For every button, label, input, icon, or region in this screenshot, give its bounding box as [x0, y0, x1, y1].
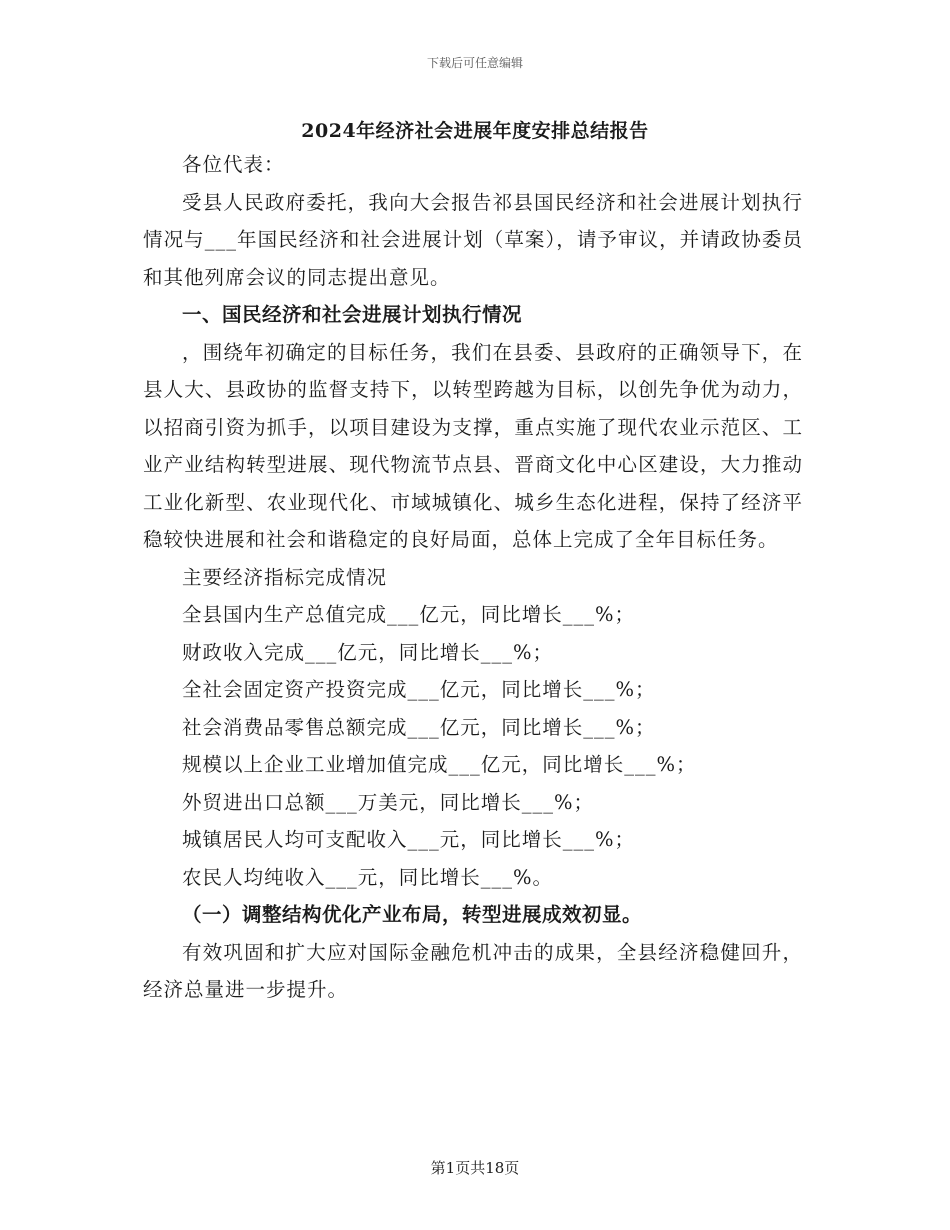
indicator-item: 城镇居民人均可支配收入___元，同比增长___%； [182, 828, 636, 851]
indicator-item: 农民人均纯收入___元，同比增长___%。 [182, 865, 554, 889]
subsection-1-paragraph: 有效巩固和扩大应对国际金融危机冲击的成果，全县经济稳健回升，经济总量进一步提升。 [143, 940, 803, 1001]
subsection-1-heading: （一）调整结构优化产业布局，转型进展成效初显。 [182, 903, 643, 926]
document-body [143, 146, 803, 1009]
section-1-paragraph: ，围绕年初确定的目标任务，我们在县委、县政府的正确领导下，在县人大、县政协的监督支持下，以转型跨越为目标，以创先争优为动力，以招商引资为抓手，以项目建设为支撑，重点实施了现代农业示范区、工业产业结构转型进展、现代物流节点县、晋商文化中心区建设，大力推动工业化新型、农业现代化、市域城镇化、城乡生态化进程，保持了经济平稳较快进展和社会和谐稳定的良好局面，总体上完成了全年目标任务。 [143, 340, 803, 551]
page-number-footer: 第1页共18页 [430, 1159, 520, 1177]
salutation: 各位代表： [182, 153, 285, 176]
indicator-item: 全社会固定资产投资完成___亿元，同比增长___%； [182, 678, 656, 701]
page-header-note: 下载后可任意编辑 [426, 56, 523, 70]
intro-paragraph: 受县人民政府委托，我向大会报告祁县国民经济和社会进展计划执行情况与___年国民经济和社会进展计划（草案），请予审议，并请政协委员和其他列席会议的同志提出意见。 [143, 190, 803, 289]
document-title: 2024年经济社会进展年度安排总结报告 [301, 120, 649, 142]
indicators-title: 主要经济指标完成情况 [182, 565, 388, 589]
indicator-item: 社会消费品零售总额完成___亿元，同比增长___%； [182, 715, 656, 739]
section-1-heading: 一、国民经济和社会进展计划执行情况 [182, 303, 523, 326]
indicator-item: 财政收入完成___亿元，同比增长___%； [182, 640, 554, 664]
indicator-item: 规模以上企业工业增加值完成___亿元，同比增长___%； [182, 753, 697, 776]
indicator-item: 全县国内生产总值完成___亿元，同比增长___%； [182, 603, 636, 626]
indicator-item: 外贸进出口总额___万美元，同比增长___%； [182, 790, 595, 814]
